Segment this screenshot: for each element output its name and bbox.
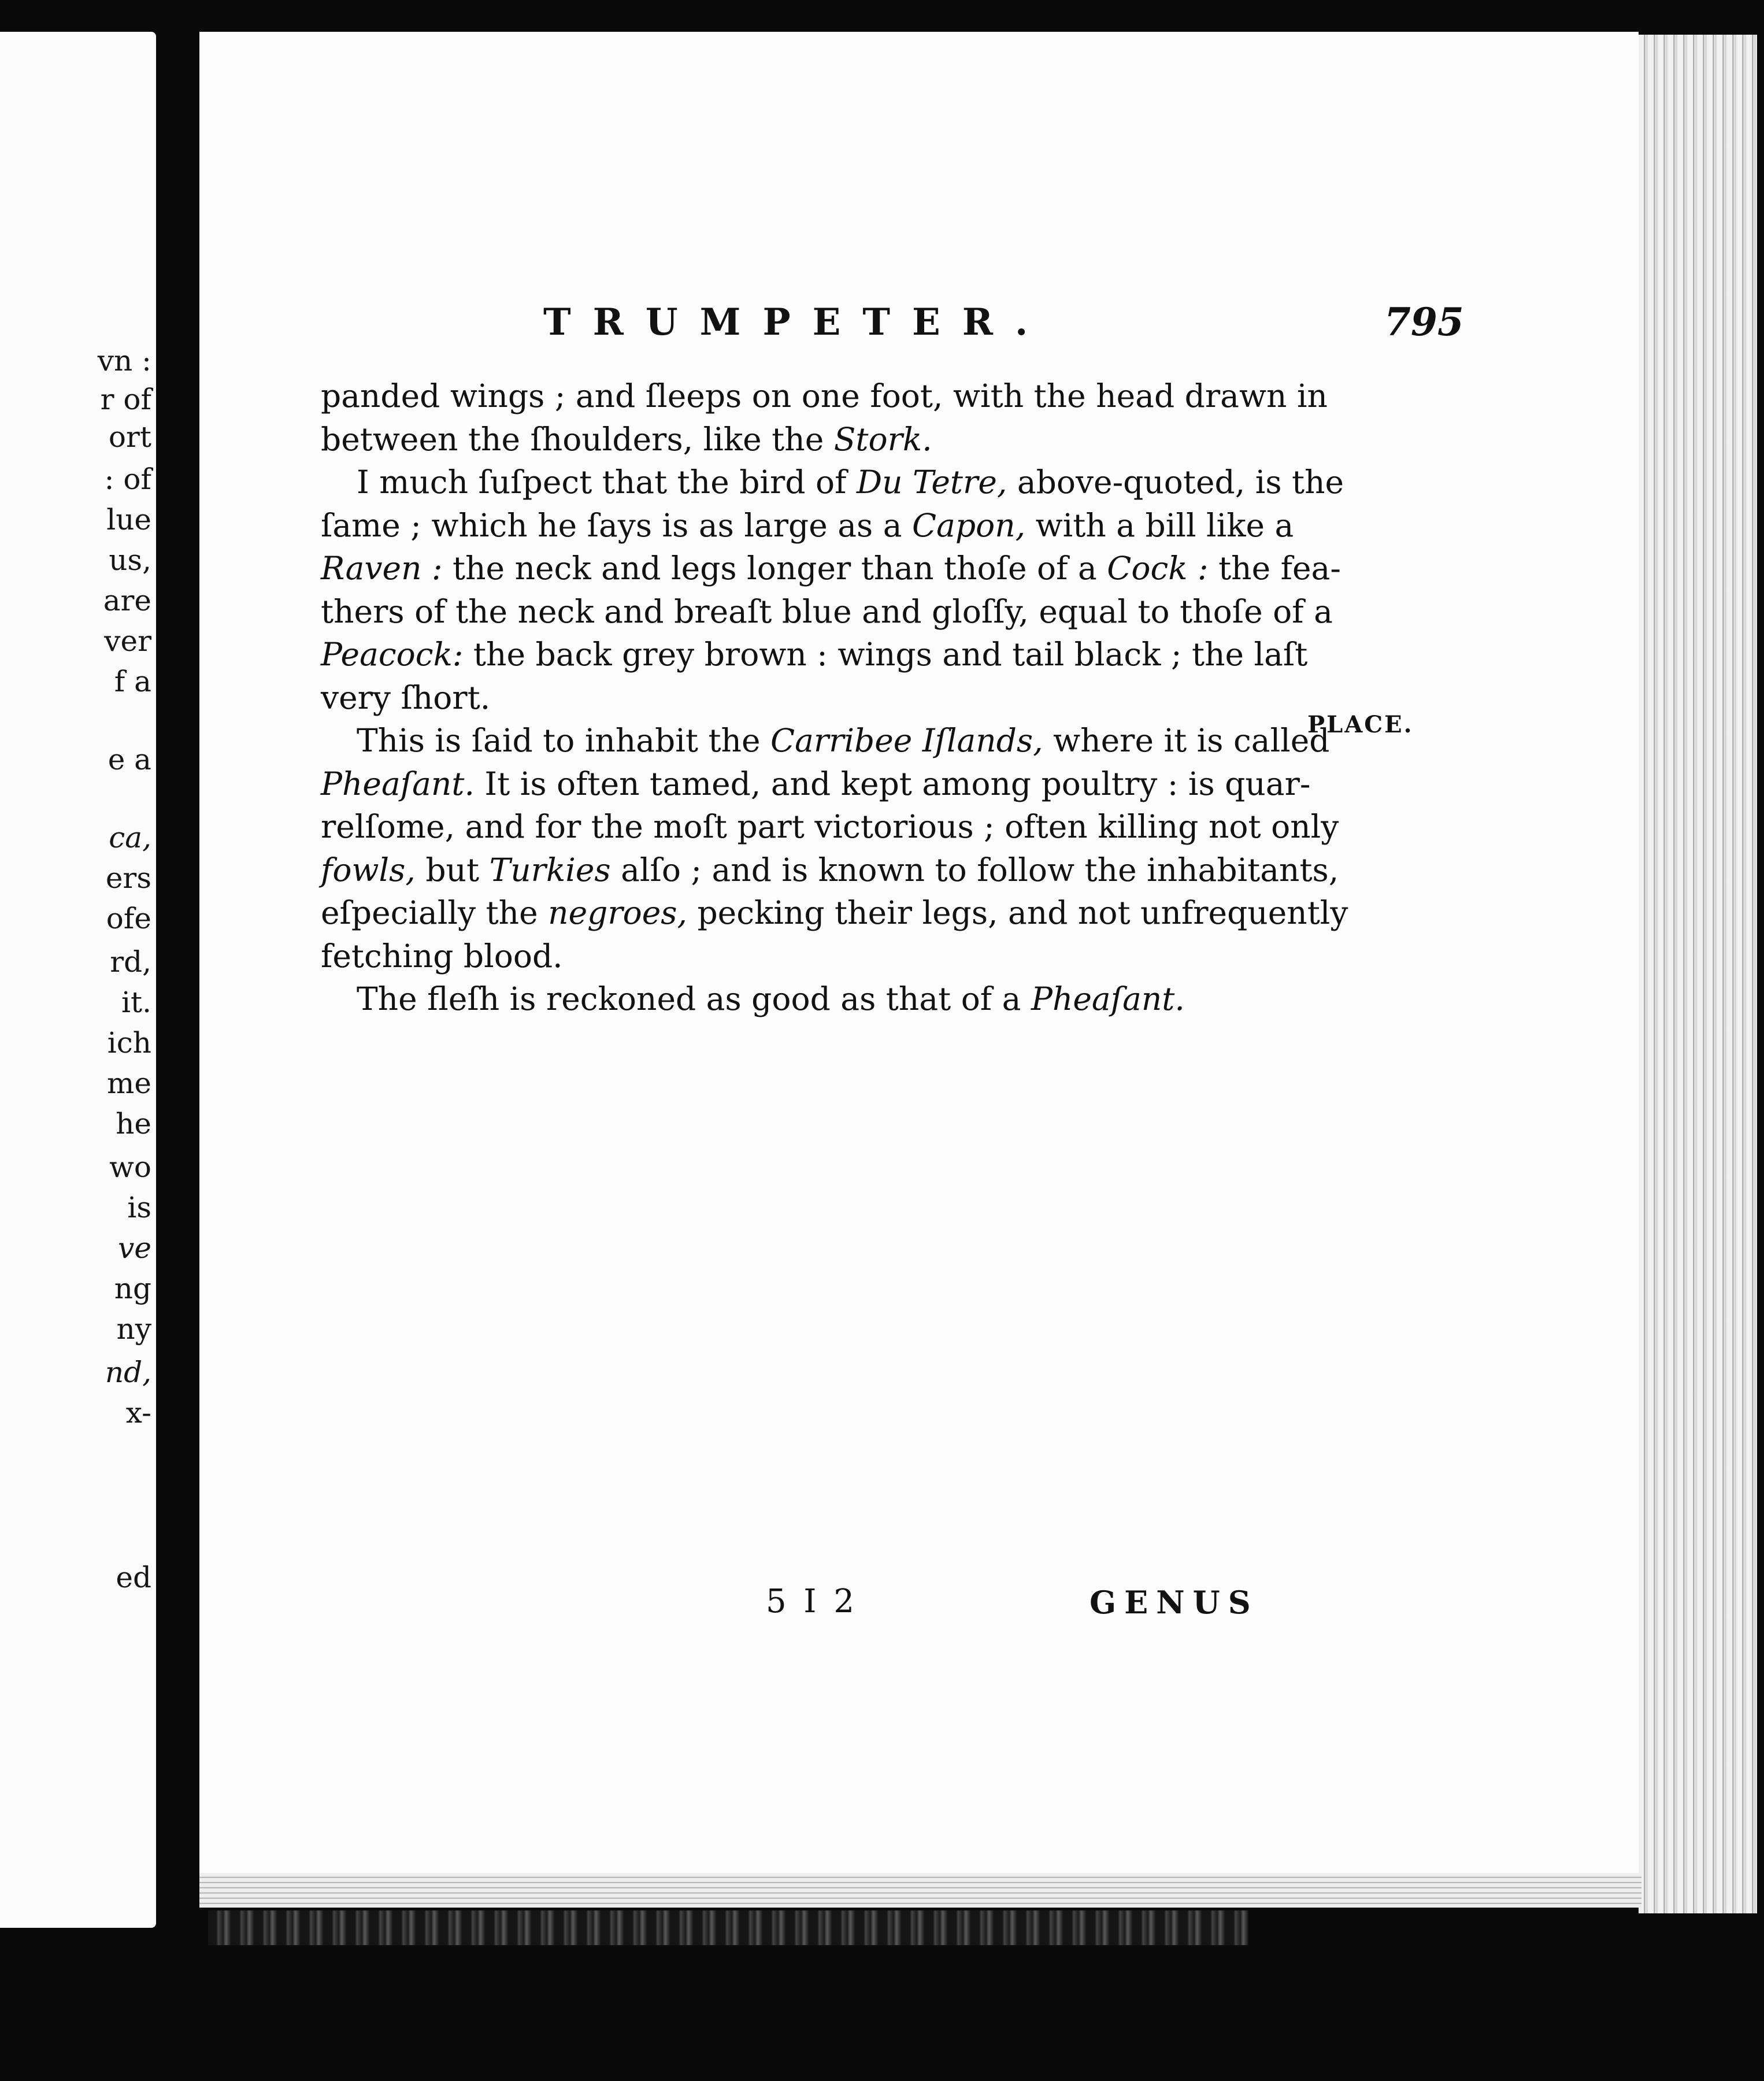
text-run: relſome, and for the moſt part victorious ; often killing not only	[321, 808, 1339, 845]
italic-run: Pheaſant.	[1031, 980, 1185, 1017]
body-line	[321, 719, 1330, 762]
left-page-fragment: vn :	[97, 344, 151, 377]
text-run: the back grey brown : wings and tail black ; the laſt	[463, 636, 1308, 673]
italic-run: Raven :	[321, 550, 443, 587]
text-run: between the ſhoulders, like the	[321, 420, 834, 458]
left-page-fragment: are	[103, 584, 151, 617]
italic-run: Carribee Iſlands,	[770, 722, 1043, 759]
left-page-fragment: ve	[118, 1231, 151, 1265]
left-page-fragment: ver	[104, 624, 151, 658]
previous-page-strip	[0, 32, 156, 1928]
body-line	[321, 849, 1339, 892]
left-page-fragment: is	[127, 1191, 151, 1224]
left-page-fragment: e a	[108, 743, 151, 776]
text-run: alſo ; and is known to follow the inhabitants,	[610, 851, 1339, 888]
text-run: with a bill like a	[1025, 506, 1294, 544]
text-run: thers of the neck and breaſt blue and gloſſy, equal to thoſe of a	[321, 593, 1333, 630]
text-run: I much ſuſpect that the bird of	[357, 464, 857, 501]
italic-run: fowls,	[321, 851, 416, 888]
left-page-fragment: f a	[114, 665, 151, 698]
italic-run: Peacock:	[321, 636, 464, 673]
italic-run: Cock :	[1107, 550, 1209, 587]
text-run: The fleſh is reckoned as good as that of a	[357, 980, 1031, 1017]
body-line	[321, 977, 1228, 1021]
text-run: eſpecially the	[321, 894, 549, 931]
body-line	[321, 676, 1228, 720]
catchword: GENUS	[1089, 1584, 1259, 1621]
text-run: above-quoted, is the	[1007, 464, 1344, 501]
left-page-fragment: it.	[121, 986, 151, 1019]
left-page-fragment: rd,	[110, 945, 151, 979]
left-page-fragment: nd,	[105, 1356, 151, 1389]
page-edges	[1639, 35, 1757, 1913]
bottom-fringe	[208, 1910, 1248, 1945]
italic-run: Turkies	[489, 851, 611, 888]
running-head: TRUMPETER.	[543, 301, 1050, 344]
text-run: very ſhort.	[321, 679, 491, 716]
italic-run: Capon,	[912, 506, 1026, 544]
marginal-note: PLACE.	[1307, 711, 1414, 738]
left-page-fragment: ich	[107, 1026, 151, 1060]
left-page-fragment: he	[116, 1107, 151, 1141]
left-page-fragment: ed	[116, 1561, 151, 1594]
italic-run: Stork.	[833, 420, 932, 458]
body-line	[321, 418, 1228, 461]
signature-mark: 5 I 2	[766, 1583, 858, 1620]
left-page-fragment: ers	[105, 861, 151, 895]
body-line	[321, 375, 1328, 418]
body-line	[321, 762, 1311, 806]
left-page-fragment: us,	[109, 543, 151, 577]
body-line	[321, 633, 1308, 676]
body-line	[321, 590, 1333, 634]
text-run: This is ſaid to inhabit the	[357, 722, 770, 759]
left-page-fragment: ng	[114, 1272, 151, 1305]
italic-run: Pheaſant.	[321, 765, 475, 802]
body-line	[321, 504, 1294, 547]
left-page-fragment: : of	[104, 462, 151, 496]
page-number: 795	[1384, 299, 1464, 345]
text-run: ſame ; which he ſays is as large as a	[321, 506, 913, 544]
body-line	[321, 461, 1344, 504]
left-page-fragment: wo	[109, 1150, 151, 1184]
body-text	[321, 375, 1348, 1021]
text-run: panded wings ; and ſleeps on one foot, with the head drawn in	[321, 377, 1328, 414]
text-run: the fea-	[1208, 550, 1341, 587]
text-run: but	[415, 851, 490, 888]
italic-run: Du Tetre,	[856, 464, 1007, 501]
left-page-fragment: me	[106, 1067, 151, 1100]
body-line	[321, 805, 1339, 849]
left-page-fragment: lue	[106, 503, 151, 536]
body-line	[321, 547, 1341, 590]
italic-run: negroes,	[548, 894, 687, 931]
text-run: fetching blood.	[321, 937, 563, 975]
left-page-fragment: ny	[116, 1312, 151, 1346]
bottom-page-edge	[199, 1873, 1641, 1908]
text-run: pecking their legs, and not unfrequently	[687, 894, 1348, 931]
text-run: where it is called	[1043, 722, 1330, 759]
body-line	[321, 891, 1348, 935]
left-page-fragment: r of	[100, 383, 151, 416]
left-page-fragment: ort	[108, 420, 151, 454]
text-run: the neck and legs longer than thoſe of a	[442, 550, 1107, 587]
left-page-fragment: ofe	[106, 902, 151, 935]
text-run: It is often tamed, and kept among poultry : is quar-	[474, 765, 1311, 802]
left-page-fragment: x-	[125, 1396, 151, 1430]
body-line	[321, 935, 1228, 978]
left-page-fragment: ca,	[109, 821, 151, 854]
